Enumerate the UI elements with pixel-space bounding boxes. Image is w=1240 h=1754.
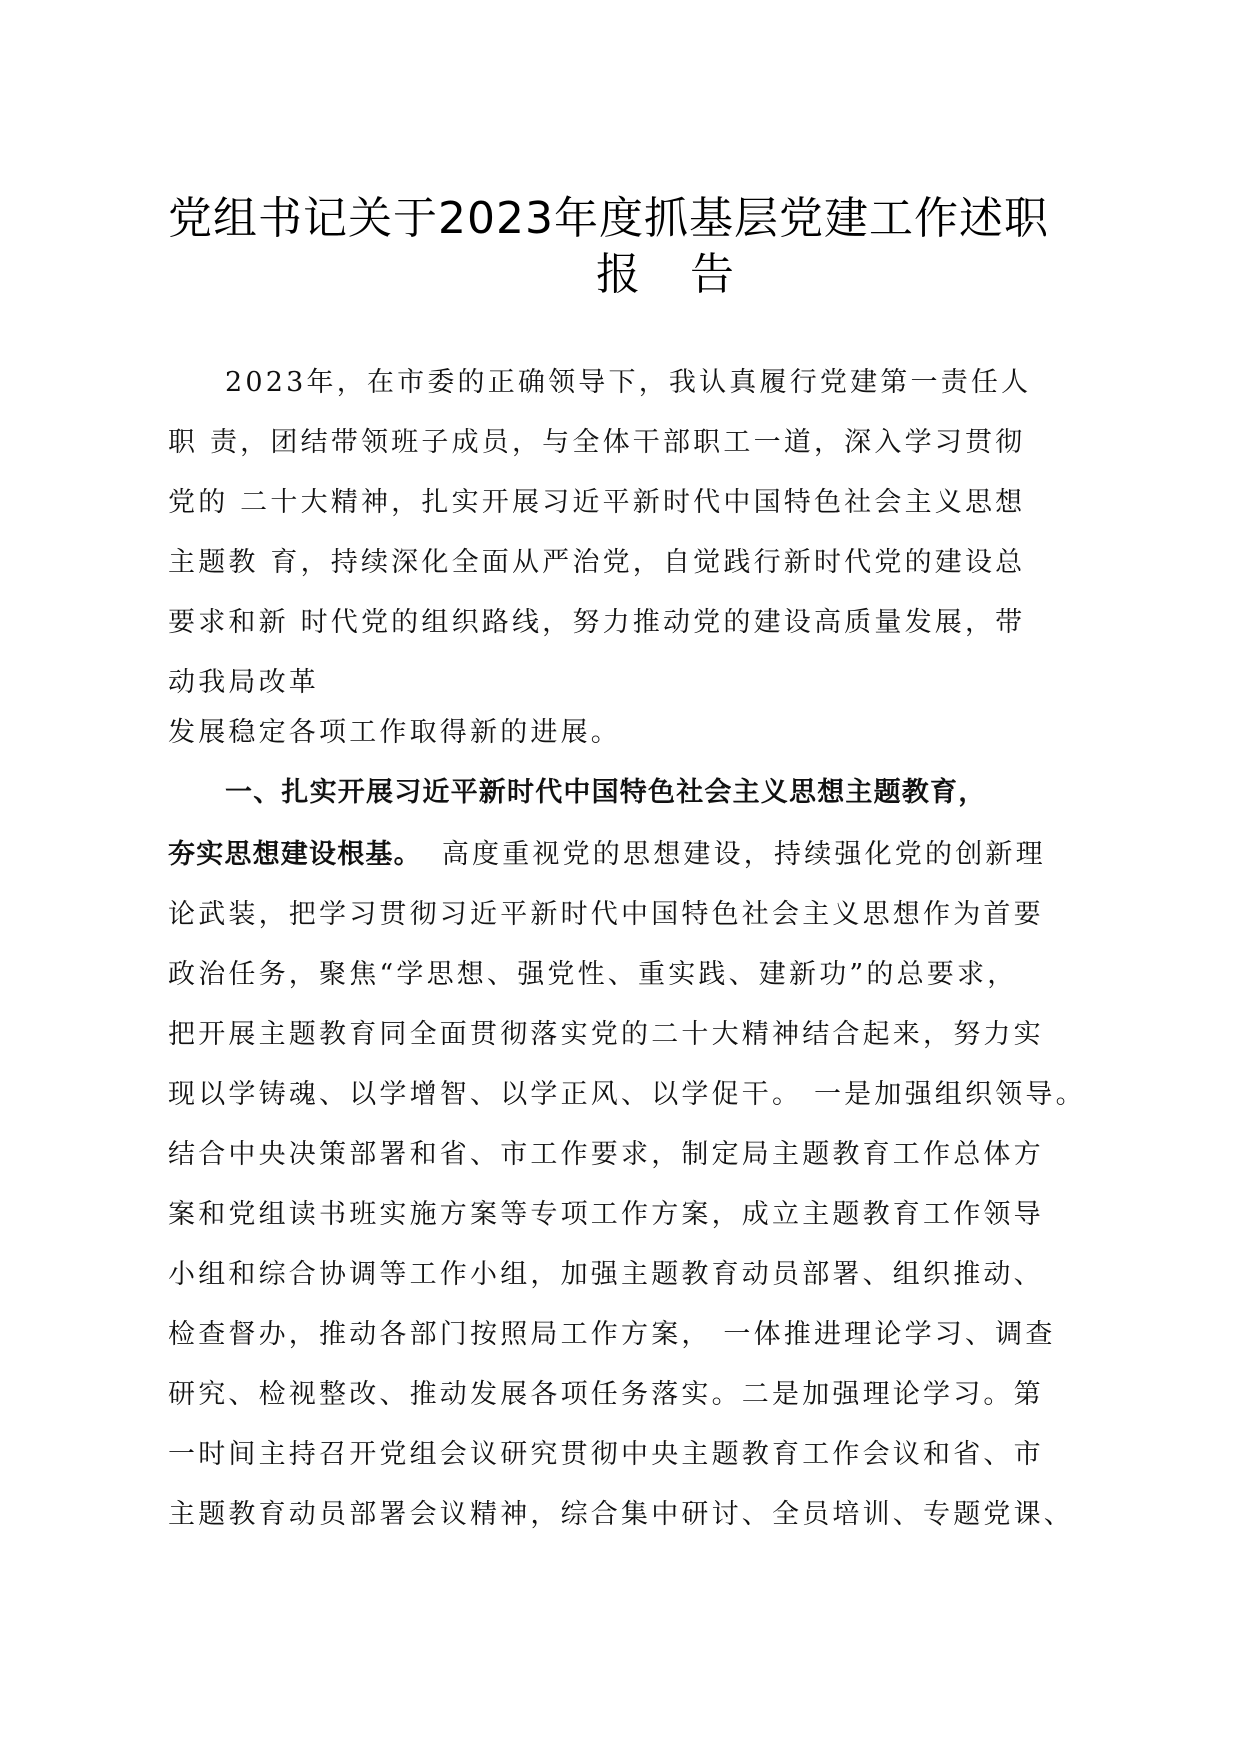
paragraph-line: 政治任务，聚焦“学思想、强党性、重实践、建新功”的总要求，	[168, 959, 1018, 990]
paragraph-line: 研究、检视整改、推动发展各项任务落实。二是加强理论学习。第	[168, 1379, 1044, 1410]
paragraph-line: 结合中央决策部署和省、市工作要求，制定局主题教育工作总体方	[168, 1139, 1044, 1170]
paragraph-line: 案和党组读书班实施方案等专项工作方案，成立主题教育工作领导	[168, 1199, 1044, 1230]
paragraph-line: 2023年，在市委的正确领导下，我认真履行党建第一责任人	[225, 367, 1032, 398]
paragraph-line: 动我局改革	[168, 667, 319, 698]
paragraph-line: 现以学铸魂、以学增智、以学正风、以学促干。 一是加强组织领导。	[168, 1079, 1086, 1110]
paragraph-line: 主题教育动员部署会议精神，综合集中研讨、全员培训、专题党课、	[168, 1499, 1074, 1530]
document-title-line-1: 党组书记关于2023年度抓基层党建工作述职	[168, 193, 1049, 244]
paragraph-line: 一时间主持召开党组会议研究贯彻中央主题教育工作会议和省、市	[168, 1439, 1044, 1470]
section-heading-line-2	[168, 832, 1046, 871]
document-title-line-2: 报 告	[596, 249, 752, 300]
paragraph-line: 党的 二十大精神，扎实开展习近平新时代中国特色社会主义思想	[168, 487, 1026, 518]
paragraph-line: 职 责，团结带领班子成员，与全体干部职工一道，深入学习贯彻	[168, 427, 1026, 458]
paragraph-line: 论武装，把学习贯彻习近平新时代中国特色社会主义思想作为首要	[168, 899, 1044, 930]
paragraph-line: 要求和新 时代党的组织路线，努力推动党的建设高质量发展，带	[168, 607, 1026, 638]
paragraph-line: 小组和综合协调等工作小组，加强主题教育动员部署、组织推动、	[168, 1259, 1044, 1290]
paragraph-line: 主题教 育，持续深化全面从严治党，自觉践行新时代党的建设总	[168, 547, 1026, 578]
paragraph-line: 发展稳定各项工作取得新的进展。	[168, 717, 621, 748]
section-heading-tail: 夯实思想建设根基。	[168, 839, 422, 870]
paragraph-line: 检查督办，推动各部门按照局工作方案， 一体推进理论学习、调查	[168, 1319, 1056, 1350]
section-heading-line: 一、扎实开展习近平新时代中国特色社会主义思想主题教育，	[225, 777, 987, 808]
paragraph-line: 把开展主题教育同全面贯彻落实党的二十大精神结合起来，努力实	[168, 1019, 1044, 1050]
paragraph-text: 高度重视党的思想建设，持续强化党的创新理	[441, 839, 1046, 870]
